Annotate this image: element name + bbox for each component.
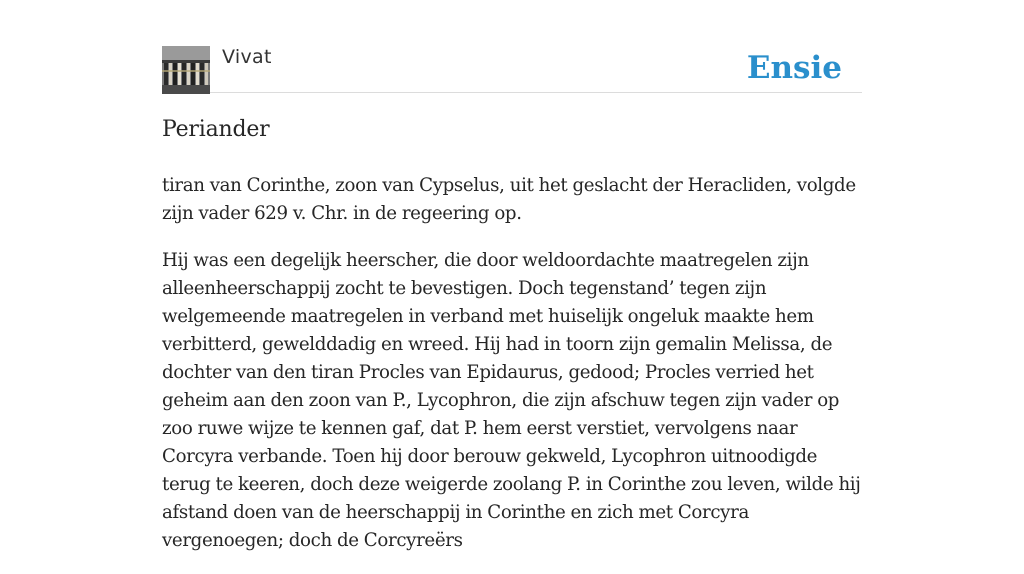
page-title: Periander [162, 117, 270, 142]
header [162, 46, 862, 93]
paragraph: Hij was een degelijk heerscher, die door weldoordachte maatregelen zijn alleenheerschappij zocht te bevestigen. Doch tegenstand’ tegen zijn welgemeende maatregelen in verband met huiselijk ongeluk maakte hem verbitterd, gewelddadig en wreed. Hij had in toorn zijn gemalin Melissa, de dochter van den tiran Procles van Epidaurus, gedood; Procles verried het geheim aan den zoon van P., Lycophron, die zijn afschuw tegen zijn vader op zoo ruwe wijze te kennen gaf, dat P. hem eerst verstiet, vervolgens naar Corcyra verbande. Toen hij door berouw gekweld, Lycophron uitnoodigde terug te keeren, doch deze weigerde zoolang P. in Corinthe zou leven, wilde hij afstand doen van de heerschappij in Corinthe en zich met Corcyra vergenoegen; doch de Corcyreërs [162, 250, 861, 551]
source-name[interactable]: Vivat [222, 46, 272, 68]
book-spines-icon[interactable] [162, 46, 210, 94]
article [162, 114, 862, 574]
paragraph: tiran van Corinthe, zoon van Cypselus, uit het geslacht der Heracliden, volgde zijn vader 629 v. Chr. in de regeering op. [162, 175, 856, 224]
brand-logo[interactable]: Ensie [746, 50, 842, 86]
